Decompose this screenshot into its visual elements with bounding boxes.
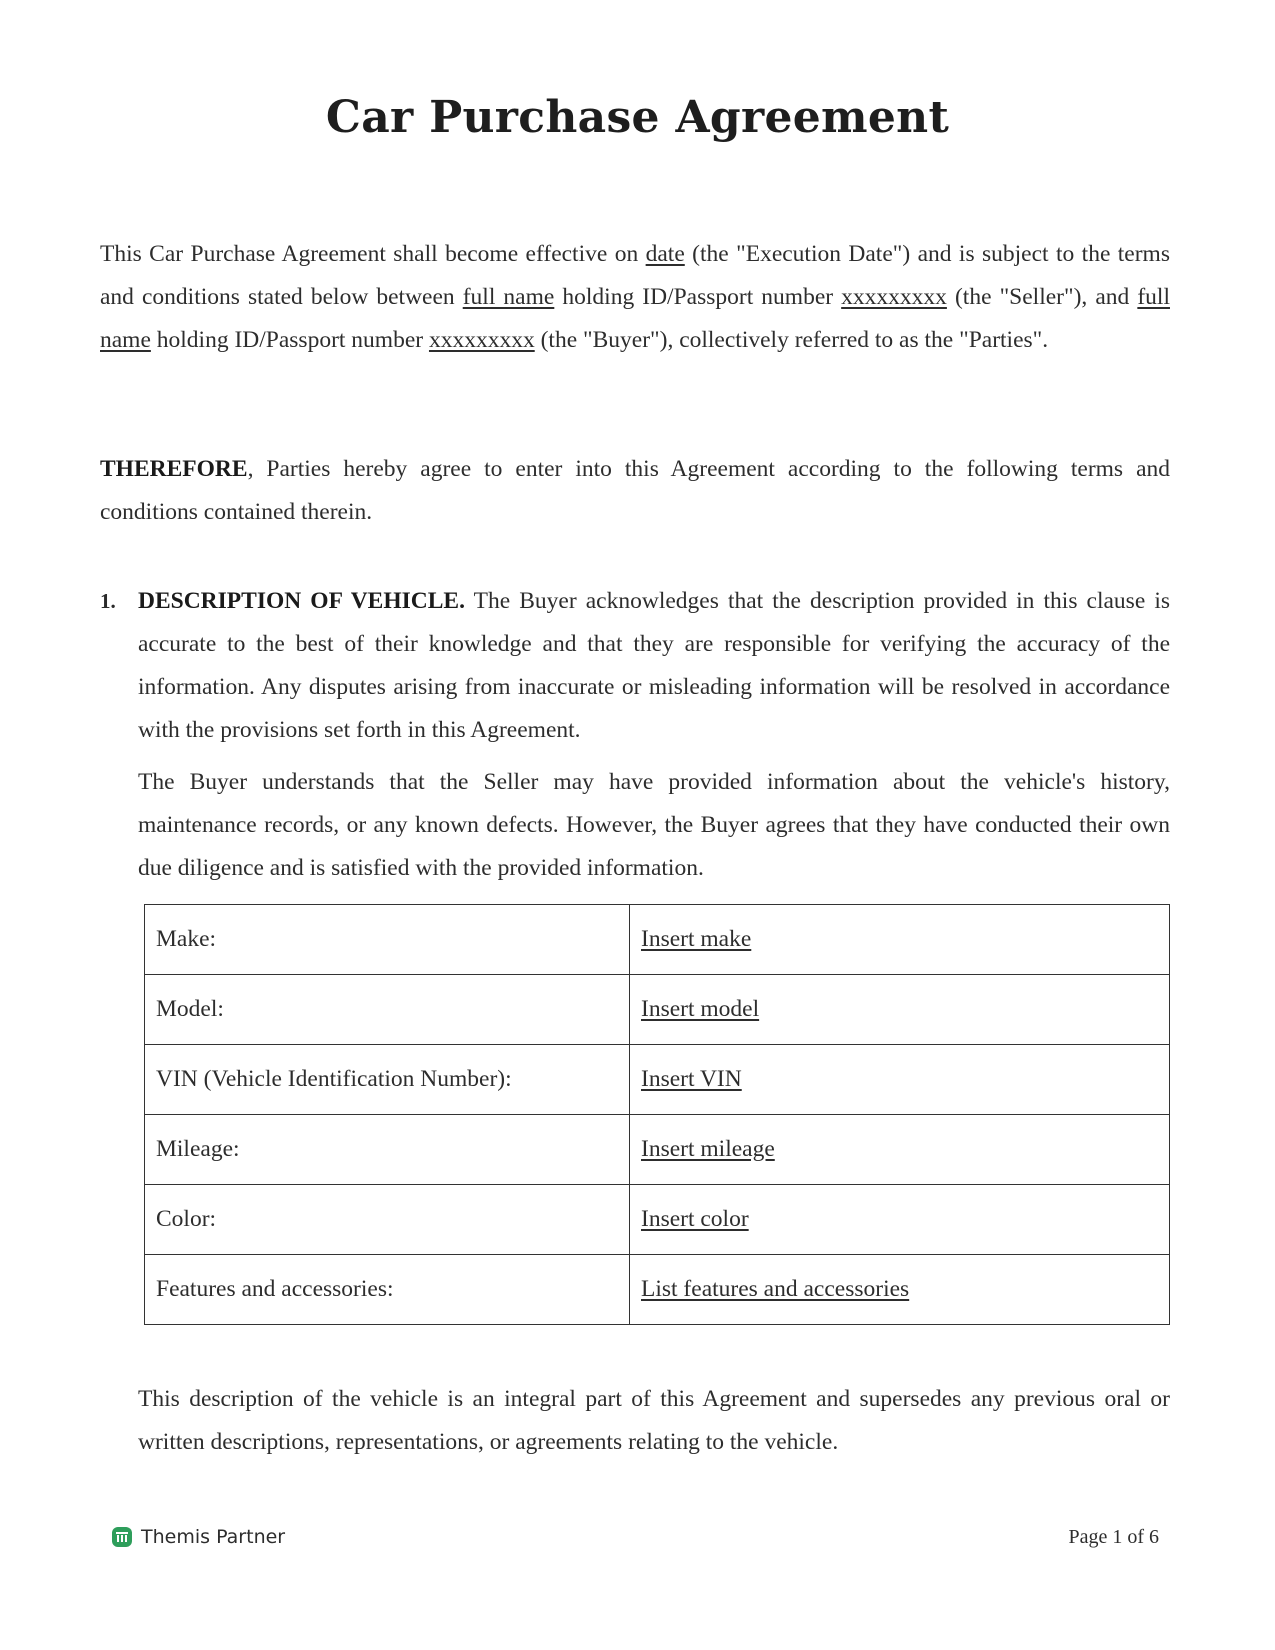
therefore-lead: THEREFORE xyxy=(100,456,248,482)
buyer-name-field[interactable]: full name xyxy=(100,284,1170,353)
seller-id-field[interactable]: xxxxxxxxx xyxy=(841,284,947,310)
therefore-paragraph xyxy=(100,448,1170,534)
intro-text: (the "Seller"), and xyxy=(946,284,1138,310)
make-field[interactable]: Insert make xyxy=(641,926,752,952)
vin-value-cell xyxy=(630,1045,1170,1115)
intro-text: This Car Purchase Agreement shall become effective on xyxy=(100,241,646,267)
clause-description-of-vehicle xyxy=(100,580,1170,890)
seller-name-field[interactable]: full name xyxy=(462,284,555,310)
clause-closing-paragraph: This description of the vehicle is an integral part of this Agreement and supersedes any previous oral or written descriptions, representations, or agreements relating to the vehicle. xyxy=(138,1386,1170,1455)
therefore-text: , Parties hereby agree to enter into this Agreement according to the following terms and conditions contained therein. xyxy=(100,456,1170,525)
vehicle-description-table xyxy=(144,904,1170,1325)
footer-brand xyxy=(111,1526,285,1548)
document-title: Car Purchase Agreement xyxy=(325,92,950,143)
make-value-cell xyxy=(630,905,1170,975)
table-row xyxy=(145,1185,1170,1255)
intro-paragraph xyxy=(100,233,1170,362)
intro-text: holding ID/Passport number xyxy=(150,327,429,353)
row-label: Make: xyxy=(145,905,630,975)
themis-logo-icon xyxy=(111,1526,133,1548)
clause-text: The Buyer acknowledges that the description provided in this clause is accurate to the best of their knowledge and that they are responsible for verifying the accuracy of the information. Any disputes arising from inaccurate or misleading information will be resolved in accordance with the provisions set forth in this Agreement. xyxy=(138,588,1170,743)
model-value-cell xyxy=(630,975,1170,1045)
row-label: Features and accessories: xyxy=(145,1255,630,1325)
row-label: Mileage: xyxy=(145,1115,630,1185)
execution-date-field[interactable]: date xyxy=(645,241,685,267)
features-value-cell xyxy=(630,1255,1170,1325)
vin-field[interactable]: Insert VIN xyxy=(641,1066,742,1092)
table-row xyxy=(145,905,1170,975)
page-number: Page 1 of 6 xyxy=(1068,1526,1159,1548)
intro-text: (the "Buyer"), collectively referred to as the "Parties". xyxy=(534,327,1049,353)
row-label: Model: xyxy=(145,975,630,1045)
model-field[interactable]: Insert model xyxy=(641,996,760,1022)
mileage-field[interactable]: Insert mileage xyxy=(641,1136,775,1162)
clause-heading: DESCRIPTION OF VEHICLE. xyxy=(138,588,465,614)
mileage-value-cell xyxy=(630,1115,1170,1185)
color-field[interactable]: Insert color xyxy=(641,1206,749,1232)
row-label: VIN (Vehicle Identification Number): xyxy=(145,1045,630,1115)
brand-name: Themis Partner xyxy=(141,1526,286,1548)
table-row xyxy=(145,1255,1170,1325)
table-row xyxy=(145,1045,1170,1115)
buyer-id-field[interactable]: xxxxxxxxx xyxy=(428,327,535,353)
features-field[interactable]: List features and accessories xyxy=(641,1276,910,1302)
intro-text: (the "Execution Date") and is subject to the terms and conditions stated below between xyxy=(100,241,1170,310)
table-row xyxy=(145,1115,1170,1185)
clause-paragraph xyxy=(138,580,1170,752)
color-value-cell xyxy=(630,1185,1170,1255)
clause-paragraph-2: The Buyer understands that the Seller may have provided information about the vehicle's history, maintenance records, or any known defects. However, the Buyer agrees that they have conducted their own due diligence and is satisfied with the provided information. xyxy=(138,769,1170,881)
row-label: Color: xyxy=(145,1185,630,1255)
clause-body xyxy=(138,580,1170,890)
intro-text: holding ID/Passport number xyxy=(554,284,842,310)
clause-number: 1. xyxy=(100,589,116,613)
table-row xyxy=(145,975,1170,1045)
